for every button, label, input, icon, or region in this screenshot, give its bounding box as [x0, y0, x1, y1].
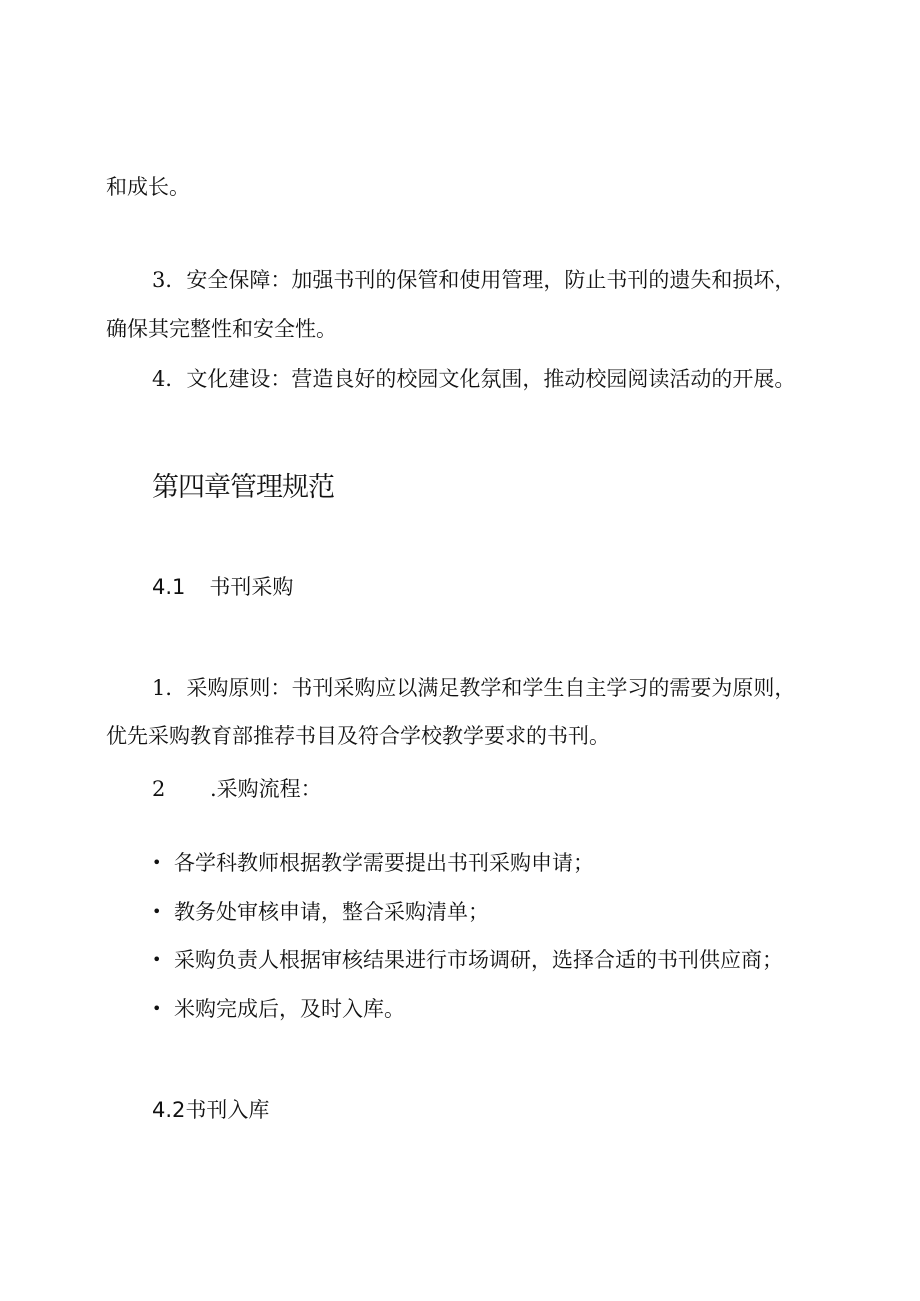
item-number: 3 [152, 268, 166, 292]
item-number: 4 [152, 367, 166, 391]
paragraph-purchase-process [152, 774, 322, 804]
paragraph-item-4 [152, 364, 795, 394]
bullet-icon: • [152, 902, 162, 921]
list-item: • 各学科教师根据教学需要提出书刊采购申请； [152, 848, 594, 878]
paragraph-purchase-principle-continuation: 优先采购教育部推荐书目及符合学校教学要求的书刊。 [106, 724, 610, 748]
section-heading-4-1 [152, 572, 293, 602]
section-heading-4-2: 4.2书刊入库 [152, 1098, 270, 1122]
section-number: 4.1 [152, 575, 186, 599]
bullet-icon: • [152, 999, 162, 1018]
paragraph-item-3 [152, 265, 795, 295]
list-item: • 米购完成后，及时入库。 [152, 994, 405, 1024]
paragraph-purchase-principle [152, 673, 795, 703]
item-text: ．文化建设：营造良好的校园文化氛围，推动校园阅读活动的开展。 [165, 367, 796, 391]
paragraph-item-3-continuation: 确保其完整性和安全性。 [106, 317, 337, 341]
item-text: .采购流程： [210, 777, 322, 801]
item-number: 2 [152, 777, 166, 801]
section-title: 书刊采购 [209, 575, 294, 599]
item-text: ．采购原则：书刊采购应以满足教学和学生自主学习的需要为原则， [165, 676, 796, 700]
list-item: • 教务处审核申请，整合采购清单； [152, 897, 489, 927]
list-item: • 采购负责人根据审核结果进行市场调研，选择合适的书刊供应商； [152, 945, 783, 975]
chapter-heading: 第四章管理规范 [152, 472, 334, 503]
item-number: 1 [152, 676, 166, 700]
item-text: ．安全保障：加强书刊的保管和使用管理，防止书刊的遗失和损坏， [165, 268, 796, 292]
paragraph-continuation: 和成长。 [106, 175, 190, 199]
bullet-icon: • [152, 853, 162, 872]
bullet-icon: • [152, 950, 162, 969]
